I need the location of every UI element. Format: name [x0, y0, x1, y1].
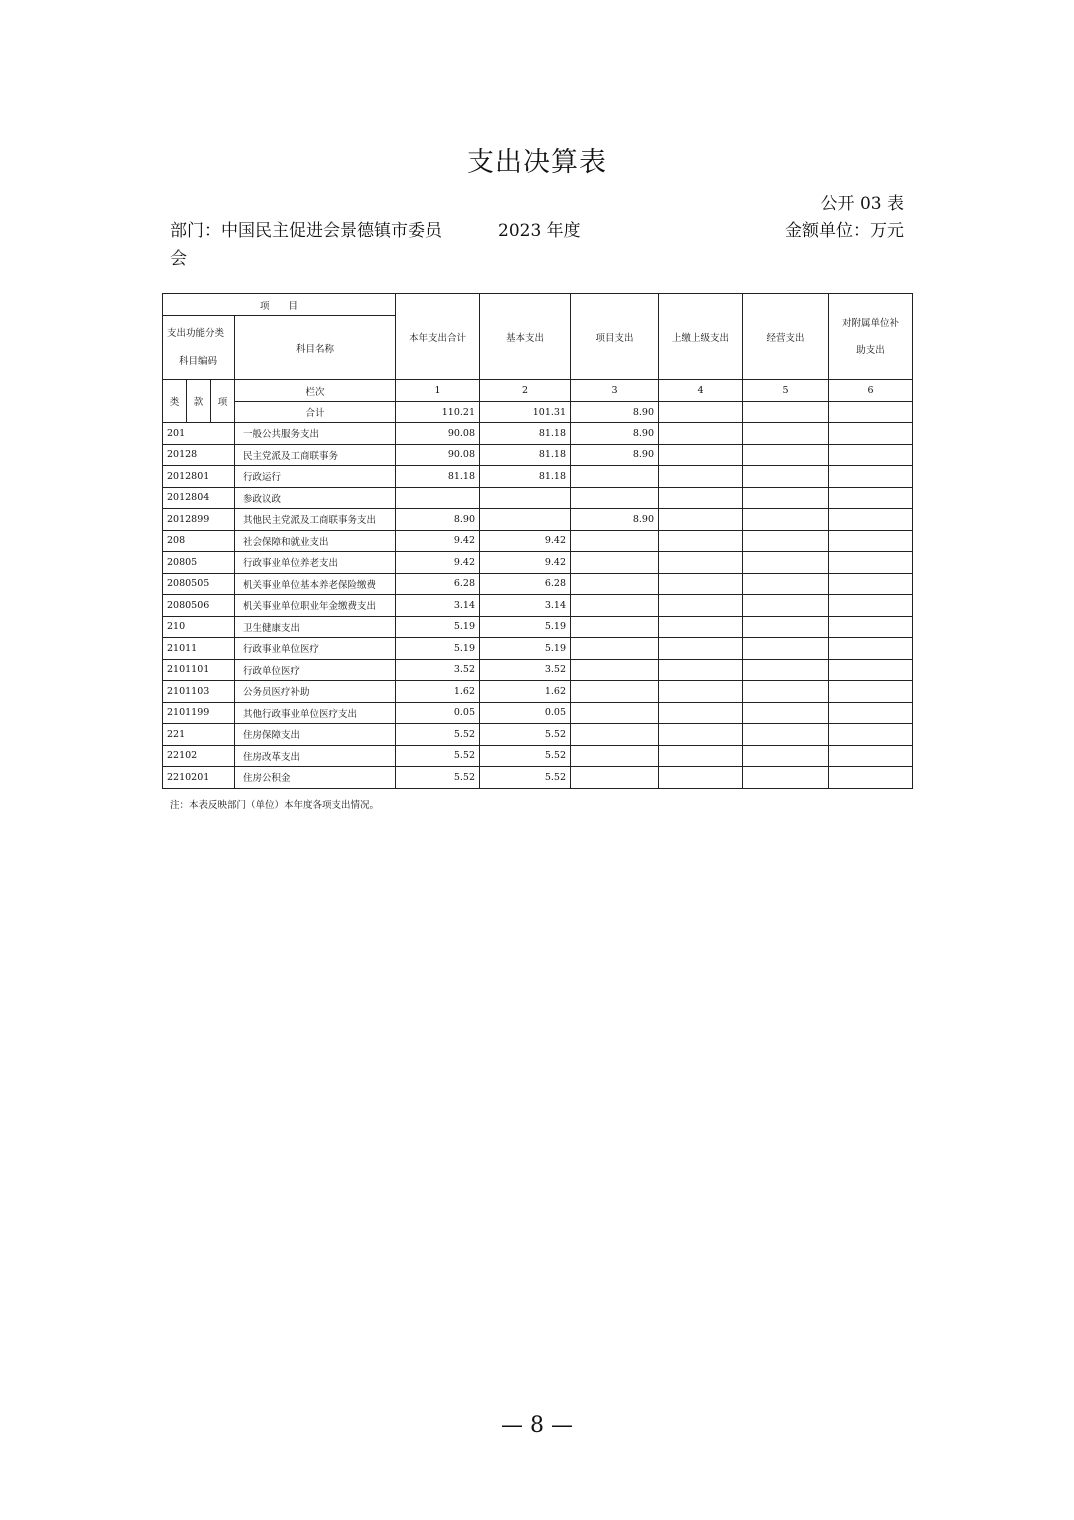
header-xiang: 项 — [211, 380, 235, 423]
row-empty-cell — [659, 573, 743, 595]
amount-unit: 金额单位：万元 — [785, 221, 904, 241]
total-label: 合计 — [235, 402, 396, 423]
page-title: 支出决算表 — [467, 147, 607, 178]
row-total: 0.05 — [396, 702, 480, 724]
row-empty-cell — [659, 552, 743, 574]
row-code: 20805 — [163, 552, 235, 574]
row-basic — [480, 487, 571, 509]
row-project — [571, 745, 659, 767]
row-name: 其他民主党派及工商联事务支出 — [235, 509, 396, 531]
row-total: 6.28 — [396, 573, 480, 595]
department: 部门：中国民主促进会景德镇市委员会 — [170, 221, 442, 269]
row-empty-cell — [829, 444, 913, 466]
row-total: 9.42 — [396, 530, 480, 552]
row-name: 参政议政 — [235, 487, 396, 509]
table-row — [163, 745, 913, 767]
row-name: 机关事业单位职业年金缴费支出 — [235, 595, 396, 617]
row-empty-cell — [659, 659, 743, 681]
table-row — [163, 444, 913, 466]
row-basic — [480, 509, 571, 531]
row-name: 公务员医疗补助 — [235, 681, 396, 703]
row-empty-cell — [829, 530, 913, 552]
table-row — [163, 702, 913, 724]
row-empty-cell — [829, 745, 913, 767]
table-row — [163, 767, 913, 789]
row-empty-cell — [659, 702, 743, 724]
row-total: 9.42 — [396, 552, 480, 574]
row-project — [571, 681, 659, 703]
row-basic: 0.05 — [480, 702, 571, 724]
row-name: 行政事业单位医疗 — [235, 638, 396, 660]
row-code: 201 — [163, 423, 235, 445]
table-body — [163, 423, 913, 789]
row-project: 8.90 — [571, 509, 659, 531]
header-col-project: 项目支出 — [571, 294, 659, 380]
row-name: 住房改革支出 — [235, 745, 396, 767]
table-header — [163, 294, 913, 423]
row-project — [571, 530, 659, 552]
row-total: 5.52 — [396, 745, 480, 767]
row-empty-cell — [659, 595, 743, 617]
row-total: 90.08 — [396, 423, 480, 445]
row-name: 住房保障支出 — [235, 724, 396, 746]
row-empty-cell — [743, 724, 829, 746]
row-empty-cell — [829, 702, 913, 724]
row-empty-cell — [829, 659, 913, 681]
row-empty-cell — [743, 616, 829, 638]
row-project — [571, 573, 659, 595]
header-subject-code: 科目编码 — [179, 355, 218, 367]
row-code: 2012801 — [163, 466, 235, 488]
row-name: 民主党派及工商联事务 — [235, 444, 396, 466]
header-lanci: 栏次 — [235, 380, 396, 402]
row-name: 行政事业单位养老支出 — [235, 552, 396, 574]
year: 2023 年度 — [498, 221, 581, 241]
table-row — [163, 659, 913, 681]
total-value — [659, 402, 743, 423]
table-row — [163, 595, 913, 617]
row-empty-cell — [659, 767, 743, 789]
table-row — [163, 616, 913, 638]
table-row — [163, 681, 913, 703]
row-empty-cell — [743, 767, 829, 789]
row-project — [571, 466, 659, 488]
header-col-subsidy-line2: 助支出 — [856, 344, 885, 356]
row-code: 2012899 — [163, 509, 235, 531]
row-empty-cell — [743, 681, 829, 703]
row-code: 221 — [163, 724, 235, 746]
row-total: 5.19 — [396, 616, 480, 638]
row-project — [571, 702, 659, 724]
page-number: — 8 — — [501, 1413, 573, 1438]
header-item: 项 目 — [163, 294, 396, 316]
row-empty-cell — [743, 573, 829, 595]
row-name: 一般公共服务支出 — [235, 423, 396, 445]
row-project — [571, 767, 659, 789]
row-empty-cell — [743, 659, 829, 681]
row-total: 90.08 — [396, 444, 480, 466]
total-value — [743, 402, 829, 423]
row-empty-cell — [743, 702, 829, 724]
row-empty-cell — [829, 423, 913, 445]
table-code: 公开 03 表 — [820, 194, 904, 214]
row-project — [571, 595, 659, 617]
row-basic: 3.52 — [480, 659, 571, 681]
row-name: 卫生健康支出 — [235, 616, 396, 638]
row-project — [571, 552, 659, 574]
row-code: 2012804 — [163, 487, 235, 509]
row-empty-cell — [829, 724, 913, 746]
table-row — [163, 530, 913, 552]
col-num: 6 — [829, 380, 913, 402]
row-empty-cell — [659, 487, 743, 509]
row-empty-cell — [743, 423, 829, 445]
row-empty-cell — [659, 466, 743, 488]
row-project — [571, 638, 659, 660]
row-code: 20128 — [163, 444, 235, 466]
header-kuan: 款 — [187, 380, 211, 423]
row-empty-cell — [659, 509, 743, 531]
row-empty-cell — [829, 595, 913, 617]
row-empty-cell — [659, 638, 743, 660]
row-basic: 5.19 — [480, 616, 571, 638]
row-empty-cell — [659, 681, 743, 703]
row-name: 行政运行 — [235, 466, 396, 488]
header-col-total: 本年支出合计 — [396, 294, 480, 380]
row-project — [571, 659, 659, 681]
row-code: 2080506 — [163, 595, 235, 617]
total-value: 110.21 — [396, 402, 480, 423]
row-total: 5.52 — [396, 767, 480, 789]
row-basic: 5.52 — [480, 745, 571, 767]
row-name: 行政单位医疗 — [235, 659, 396, 681]
row-total: 3.14 — [396, 595, 480, 617]
col-num: 1 — [396, 380, 480, 402]
row-basic: 81.18 — [480, 444, 571, 466]
row-empty-cell — [743, 444, 829, 466]
row-empty-cell — [829, 552, 913, 574]
header-func-class-label: 支出功能分类 — [167, 327, 225, 339]
row-total: 5.19 — [396, 638, 480, 660]
row-empty-cell — [743, 487, 829, 509]
row-project — [571, 487, 659, 509]
row-total — [396, 487, 480, 509]
row-empty-cell — [829, 616, 913, 638]
row-code: 208 — [163, 530, 235, 552]
row-code: 2101101 — [163, 659, 235, 681]
row-empty-cell — [659, 724, 743, 746]
row-basic: 5.52 — [480, 767, 571, 789]
row-basic: 81.18 — [480, 466, 571, 488]
row-basic: 9.42 — [480, 552, 571, 574]
row-code: 2080505 — [163, 573, 235, 595]
header-col-basic: 基本支出 — [480, 294, 571, 380]
row-code: 22102 — [163, 745, 235, 767]
row-empty-cell — [743, 595, 829, 617]
table-row — [163, 423, 913, 445]
table-row — [163, 638, 913, 660]
row-code: 2101103 — [163, 681, 235, 703]
row-total: 5.52 — [396, 724, 480, 746]
row-total: 3.52 — [396, 659, 480, 681]
row-code: 2101199 — [163, 702, 235, 724]
row-total: 81.18 — [396, 466, 480, 488]
table-row — [163, 573, 913, 595]
row-project: 8.90 — [571, 423, 659, 445]
header-lei: 类 — [163, 380, 187, 423]
row-name: 机关事业单位基本养老保险缴费 — [235, 573, 396, 595]
row-empty-cell — [743, 530, 829, 552]
row-code: 2210201 — [163, 767, 235, 789]
row-basic: 5.52 — [480, 724, 571, 746]
row-empty-cell — [659, 423, 743, 445]
header-col-subsidy — [829, 294, 913, 380]
row-code: 210 — [163, 616, 235, 638]
total-value — [829, 402, 913, 423]
row-empty-cell — [743, 509, 829, 531]
row-empty-cell — [743, 745, 829, 767]
row-empty-cell — [743, 638, 829, 660]
row-basic: 81.18 — [480, 423, 571, 445]
row-empty-cell — [829, 638, 913, 660]
table-row — [163, 552, 913, 574]
row-basic: 6.28 — [480, 573, 571, 595]
table-row — [163, 724, 913, 746]
col-num: 3 — [571, 380, 659, 402]
header-subject-name: 科目名称 — [235, 316, 396, 380]
row-empty-cell — [659, 444, 743, 466]
row-empty-cell — [659, 745, 743, 767]
expenditure-table — [162, 293, 913, 789]
table-note: 注：本表反映部门（单位）本年度各项支出情况。 — [170, 800, 380, 811]
row-basic: 3.14 — [480, 595, 571, 617]
row-basic: 9.42 — [480, 530, 571, 552]
row-empty-cell — [743, 552, 829, 574]
row-name: 其他行政事业单位医疗支出 — [235, 702, 396, 724]
row-empty-cell — [829, 487, 913, 509]
table-row — [163, 509, 913, 531]
table-row — [163, 466, 913, 488]
header-col-subsidy-line1: 对附属单位补 — [842, 317, 900, 329]
row-empty-cell — [659, 616, 743, 638]
col-num: 4 — [659, 380, 743, 402]
row-project — [571, 616, 659, 638]
row-total: 8.90 — [396, 509, 480, 531]
row-project — [571, 724, 659, 746]
row-empty-cell — [659, 530, 743, 552]
table-row — [163, 487, 913, 509]
row-empty-cell — [829, 573, 913, 595]
row-project: 8.90 — [571, 444, 659, 466]
header-col-business: 经营支出 — [743, 294, 829, 380]
header-col-upper: 上缴上级支出 — [659, 294, 743, 380]
row-basic: 1.62 — [480, 681, 571, 703]
row-empty-cell — [829, 466, 913, 488]
row-empty-cell — [829, 767, 913, 789]
row-total: 1.62 — [396, 681, 480, 703]
total-value: 8.90 — [571, 402, 659, 423]
header-func-class — [163, 316, 235, 380]
col-num: 5 — [743, 380, 829, 402]
row-name: 住房公积金 — [235, 767, 396, 789]
row-empty-cell — [743, 466, 829, 488]
row-code: 21011 — [163, 638, 235, 660]
row-empty-cell — [829, 681, 913, 703]
row-basic: 5.19 — [480, 638, 571, 660]
row-empty-cell — [829, 509, 913, 531]
col-num: 2 — [480, 380, 571, 402]
total-value: 101.31 — [480, 402, 571, 423]
row-name: 社会保障和就业支出 — [235, 530, 396, 552]
